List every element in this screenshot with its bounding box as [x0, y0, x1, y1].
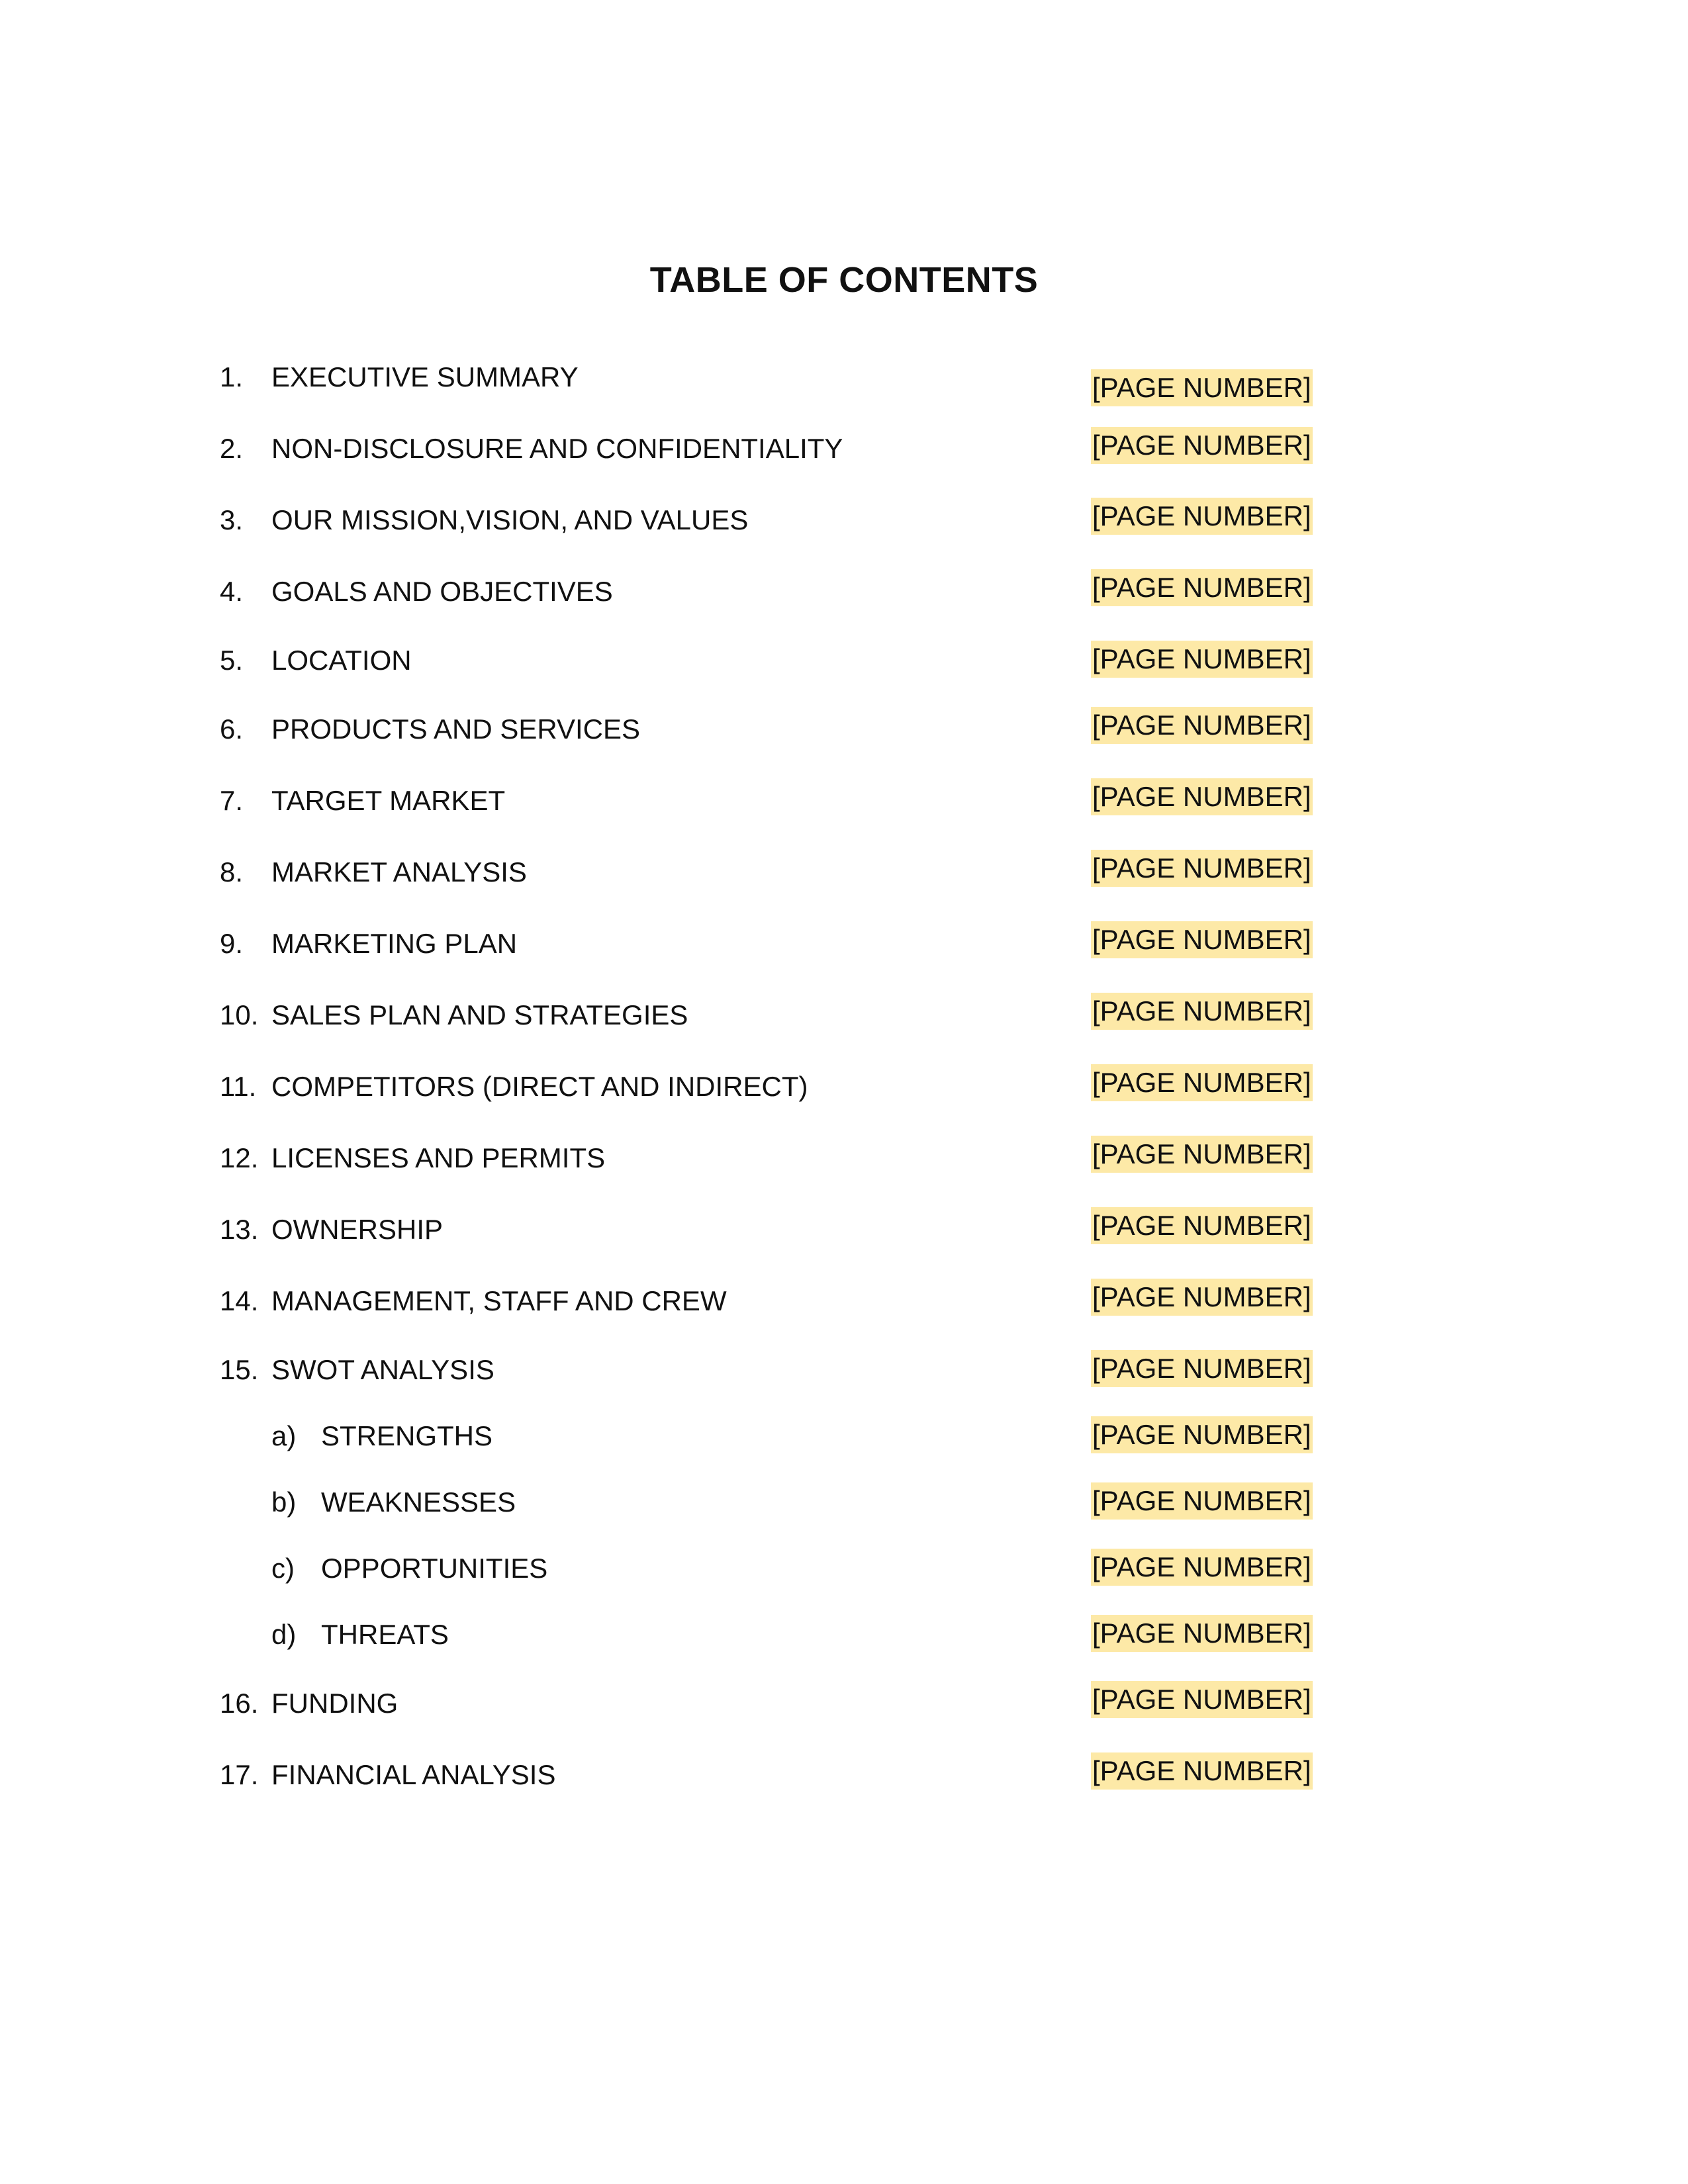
toc-entry-label: OUR MISSION,VISION, AND VALUES	[271, 504, 749, 535]
toc-entry-label: SWOT ANALYSIS	[271, 1354, 494, 1385]
toc-entry-number: 9.	[220, 928, 244, 959]
toc-entry	[0, 852, 1688, 892]
toc-subentry-letter: a)	[271, 1420, 297, 1451]
toc-page-number: [PAGE NUMBER]	[1091, 498, 1313, 535]
toc-entry-label: NON-DISCLOSURE AND CONFIDENTIALITY	[271, 433, 843, 464]
toc-entry	[0, 357, 1688, 397]
toc-entry-number: 8.	[220, 856, 244, 887]
toc-page-number: [PAGE NUMBER]	[1091, 1752, 1313, 1790]
toc-entry-number: 17.	[220, 1759, 259, 1790]
toc-entry-number: 16.	[220, 1688, 259, 1719]
toc-page-number: [PAGE NUMBER]	[1091, 1350, 1313, 1387]
toc-entry	[0, 500, 1688, 540]
toc-page-number: [PAGE NUMBER]	[1091, 1416, 1313, 1453]
toc-page-number: [PAGE NUMBER]	[1091, 1681, 1313, 1718]
toc-page-number: [PAGE NUMBER]	[1091, 1549, 1313, 1586]
toc-entry-number: 15.	[220, 1354, 259, 1385]
toc-entry-label: GOALS AND OBJECTIVES	[271, 576, 613, 607]
toc-entry-label: EXECUTIVE SUMMARY	[271, 361, 579, 392]
toc-entry-label: FUNDING	[271, 1688, 399, 1719]
toc-entry-number: 12.	[220, 1142, 259, 1173]
toc-entry-label: OWNERSHIP	[271, 1214, 444, 1245]
toc-subentry	[0, 1549, 1688, 1588]
toc-page-number: [PAGE NUMBER]	[1091, 921, 1313, 958]
toc-page-number: [PAGE NUMBER]	[1091, 1615, 1313, 1652]
toc-subentry-label: OPPORTUNITIES	[321, 1553, 548, 1584]
toc-page-number: [PAGE NUMBER]	[1091, 569, 1313, 606]
toc-page-number: [PAGE NUMBER]	[1091, 1482, 1313, 1520]
toc-entry	[0, 1281, 1688, 1321]
toc-page-number: [PAGE NUMBER]	[1091, 993, 1313, 1030]
toc-entry-label: FINANCIAL ANALYSIS	[271, 1759, 556, 1790]
toc-entry	[0, 641, 1688, 680]
toc-subentry-letter: b)	[271, 1486, 297, 1518]
toc-entry-number: 7.	[220, 785, 244, 816]
toc-entry-number: 11.	[220, 1071, 257, 1102]
toc-page-number: [PAGE NUMBER]	[1091, 427, 1313, 464]
toc-subentry-letter: d)	[271, 1619, 297, 1650]
toc-page-number: [PAGE NUMBER]	[1091, 850, 1313, 887]
toc-entry	[0, 1684, 1688, 1723]
toc-entry-number: 3.	[220, 504, 244, 535]
toc-entry	[0, 1067, 1688, 1107]
toc-entry	[0, 1350, 1688, 1390]
toc-subentry-label: WEAKNESSES	[321, 1486, 516, 1518]
toc-entry-number: 6.	[220, 713, 244, 745]
toc-page-number: [PAGE NUMBER]	[1091, 1064, 1313, 1101]
toc-entry-number: 2.	[220, 433, 244, 464]
toc-page-number: [PAGE NUMBER]	[1091, 1207, 1313, 1244]
toc-subentry-label: STRENGTHS	[321, 1420, 493, 1451]
toc-entry-label: COMPETITORS (DIRECT AND INDIRECT)	[271, 1071, 808, 1102]
toc-entry-number: 4.	[220, 576, 244, 607]
toc-entry-number: 10.	[220, 999, 259, 1030]
toc-entry	[0, 1210, 1688, 1250]
toc-entry-label: SALES PLAN AND STRATEGIES	[271, 999, 688, 1030]
toc-subentry-letter: c)	[271, 1553, 295, 1584]
toc-subentry	[0, 1482, 1688, 1522]
toc-entry	[0, 1755, 1688, 1795]
toc-entry-label: PRODUCTS AND SERVICES	[271, 713, 641, 745]
toc-entry	[0, 924, 1688, 964]
toc-page-number: [PAGE NUMBER]	[1091, 778, 1313, 815]
toc-entry	[0, 429, 1688, 469]
toc-page-number: [PAGE NUMBER]	[1091, 1136, 1313, 1173]
toc-entry-number: 14.	[220, 1285, 259, 1316]
toc-entry-label: LICENSES AND PERMITS	[271, 1142, 606, 1173]
toc-page-number: [PAGE NUMBER]	[1091, 641, 1313, 678]
toc-entry-number: 5.	[220, 645, 244, 676]
toc-entry-label: LOCATION	[271, 645, 412, 676]
toc-entry-label: TARGET MARKET	[271, 785, 506, 816]
toc-page-number: [PAGE NUMBER]	[1091, 369, 1313, 406]
toc-entry-number: 1.	[220, 361, 244, 392]
toc-entry	[0, 709, 1688, 749]
toc-entry	[0, 995, 1688, 1035]
toc-subentry	[0, 1615, 1688, 1655]
toc-entry-number: 13.	[220, 1214, 259, 1245]
toc-entry-label: MANAGEMENT, STAFF AND CREW	[271, 1285, 727, 1316]
toc-entry	[0, 572, 1688, 612]
toc-subentry	[0, 1416, 1688, 1456]
toc-entry-label: MARKET ANALYSIS	[271, 856, 527, 887]
toc-entry	[0, 781, 1688, 821]
toc-entry	[0, 1138, 1688, 1178]
toc-page-number: [PAGE NUMBER]	[1091, 1279, 1313, 1316]
toc-page-number: [PAGE NUMBER]	[1091, 707, 1313, 744]
toc-entry-label: MARKETING PLAN	[271, 928, 518, 959]
page-title: TABLE OF CONTENTS	[649, 260, 1039, 300]
toc-subentry-label: THREATS	[321, 1619, 449, 1650]
